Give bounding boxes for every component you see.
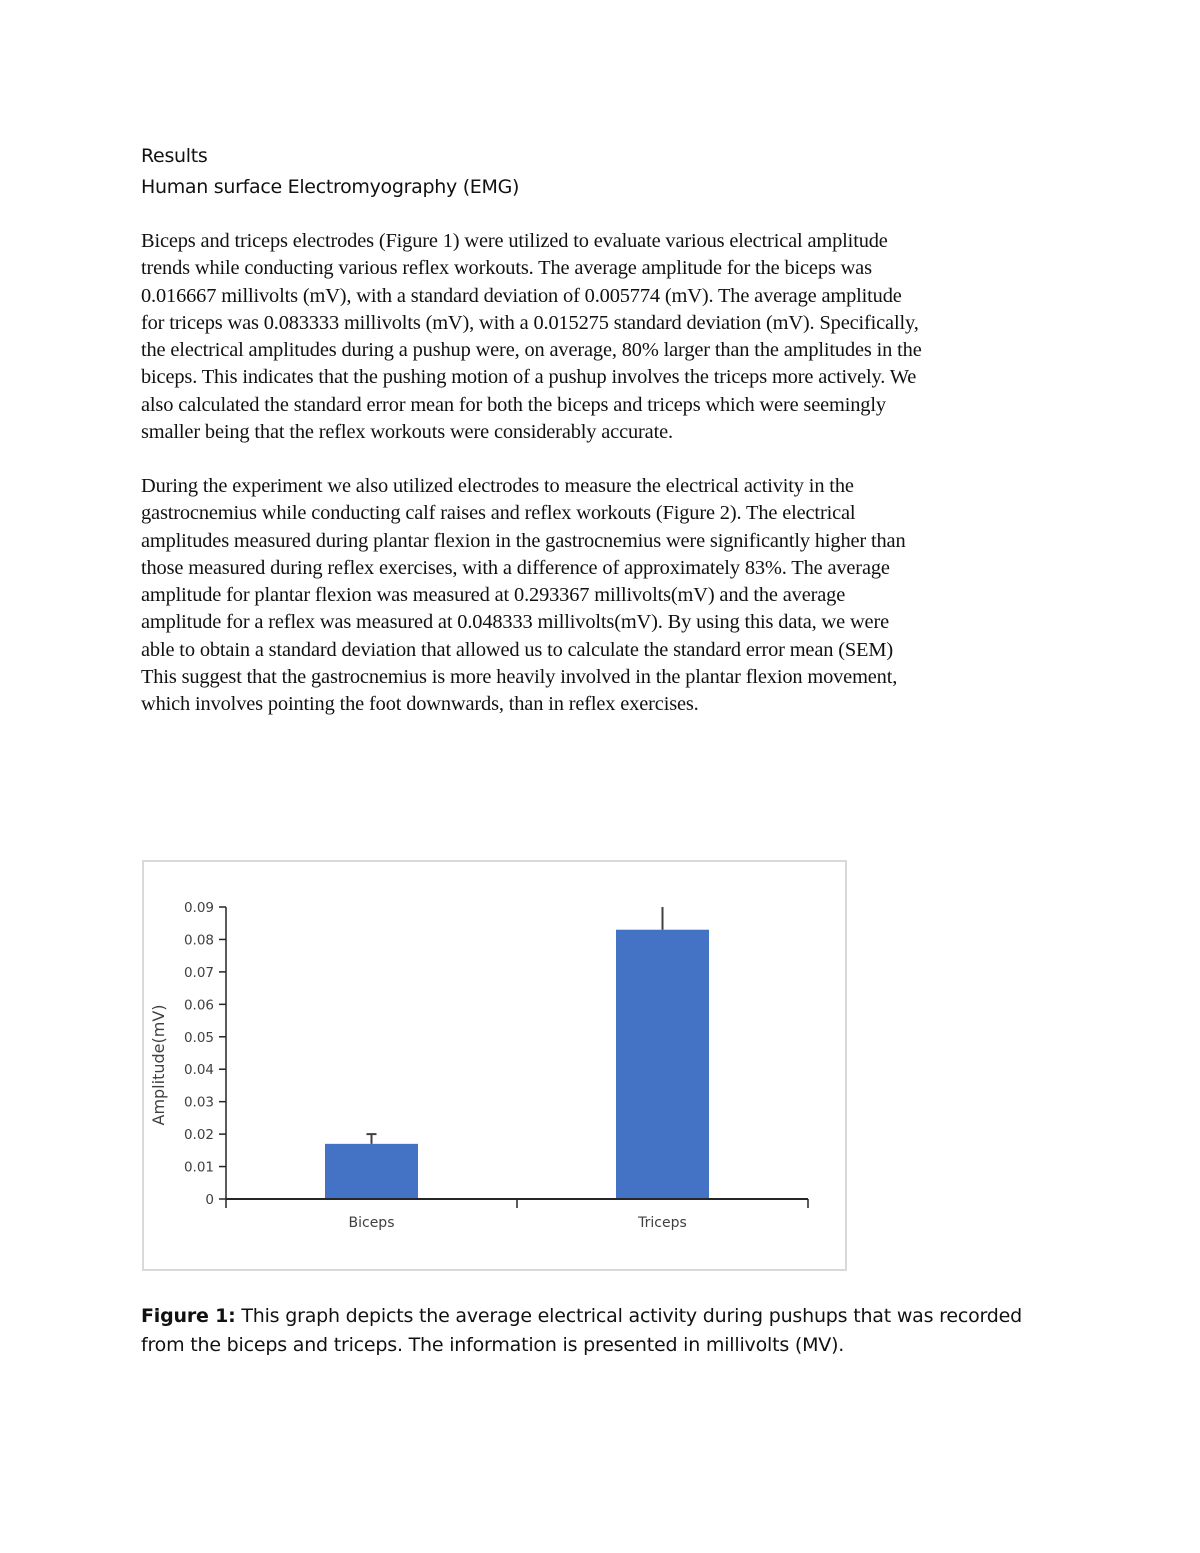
y-tick-label: 0.07: [183, 964, 214, 981]
paragraph-line: Biceps and triceps electrodes (Figure 1) were utilized to evaluate various electrical amplitude: [141, 230, 888, 252]
y-axis-ticks: [184, 900, 226, 1208]
section-title: Results: [141, 145, 208, 167]
paragraph-line: amplitudes measured during plantar flexion in the gastrocnemius were significantly higher than: [141, 529, 906, 552]
paragraph-line: amplitude for plantar flexion was measured at 0.293367 millivolts(mV) and the average: [141, 584, 846, 607]
paragraph-line: 0.016667 millivolts (mV), with a standard deviation of 0.005774 (mV). The average amplitude: [141, 284, 902, 307]
paragraph-line: which involves pointing the foot downwards, than in reflex exercises.: [141, 693, 699, 716]
caption-text: This graph depicts the average electrical activity during pushups that was recorded: [235, 1305, 1022, 1327]
paragraph-line: able to obtain a standard deviation that allowed us to calculate the standard error mean (SEM): [141, 638, 893, 661]
bars: [325, 930, 709, 1199]
bar-chart: [144, 862, 845, 1269]
caption-label: Figure 1:: [141, 1305, 236, 1327]
caption-line: from the biceps and triceps. The information is presented in millivolts (MV).: [141, 1333, 845, 1356]
x-tick-label: Biceps: [348, 1215, 395, 1231]
paragraph-emg-calf: [141, 473, 1066, 719]
y-tick-label: 0.02: [183, 1127, 214, 1144]
bar-biceps: [325, 1144, 418, 1199]
caption-line: [141, 1302, 1071, 1331]
paragraph-line: trends while conducting various reflex workouts. The average amplitude for the biceps was: [141, 257, 872, 280]
bar-triceps: [616, 930, 709, 1199]
paragraph-line: amplitude for a reflex was measured at 0.048333 millivolts(mV). By using this data, we were: [141, 611, 889, 634]
paragraph-line: the electrical amplitudes during a pushup were, on average, 80% larger than the amplitudes in the: [141, 339, 922, 362]
paragraph-line: During the experiment we also utilized electrodes to measure the electrical activity in the: [141, 475, 854, 497]
paragraph-line: those measured during reflex exercises, with a difference of approximately 83%. The average: [141, 556, 890, 579]
y-tick-label: 0.09: [183, 900, 214, 916]
y-tick-label: 0.06: [183, 997, 214, 1014]
y-tick-label: 0: [205, 1192, 214, 1208]
x-axis-ticks: [226, 1199, 808, 1208]
x-tick-label: Triceps: [638, 1215, 687, 1231]
y-tick-label: 0.03: [183, 1094, 214, 1111]
paragraph-line: for triceps was 0.083333 millivolts (mV), with a 0.015275 standard deviation (mV). Specifically,: [141, 311, 919, 334]
y-axis-title: Amplitude(mV): [149, 1004, 168, 1126]
figure-1-chart-frame: [142, 860, 847, 1271]
figure-1-caption: [141, 1302, 1071, 1359]
paragraph-line: also calculated the standard error mean for both the biceps and triceps which were seemingly: [141, 393, 886, 416]
x-axis-labels: [349, 1215, 687, 1231]
paragraph-emg-arm: [141, 228, 1066, 446]
y-tick-label: 0.05: [183, 1029, 214, 1046]
paragraph-line: smaller being that the reflex workouts were considerably accurate.: [141, 421, 673, 444]
paragraph-line: biceps. This indicates that the pushing motion of a pushup involves the triceps more actively. We: [141, 366, 917, 389]
y-tick-label: 0.08: [183, 932, 214, 949]
paragraph-line: This suggest that the gastrocnemius is more heavily involved in the plantar flexion movement,: [141, 666, 898, 689]
paragraph-line: gastrocnemius while conducting calf raises and reflex workouts (Figure 2). The electrical: [141, 502, 856, 525]
subsection-title: Human surface Electromyography (EMG): [141, 176, 520, 198]
y-tick-label: 0.01: [183, 1159, 214, 1176]
y-tick-label: 0.04: [183, 1062, 214, 1079]
